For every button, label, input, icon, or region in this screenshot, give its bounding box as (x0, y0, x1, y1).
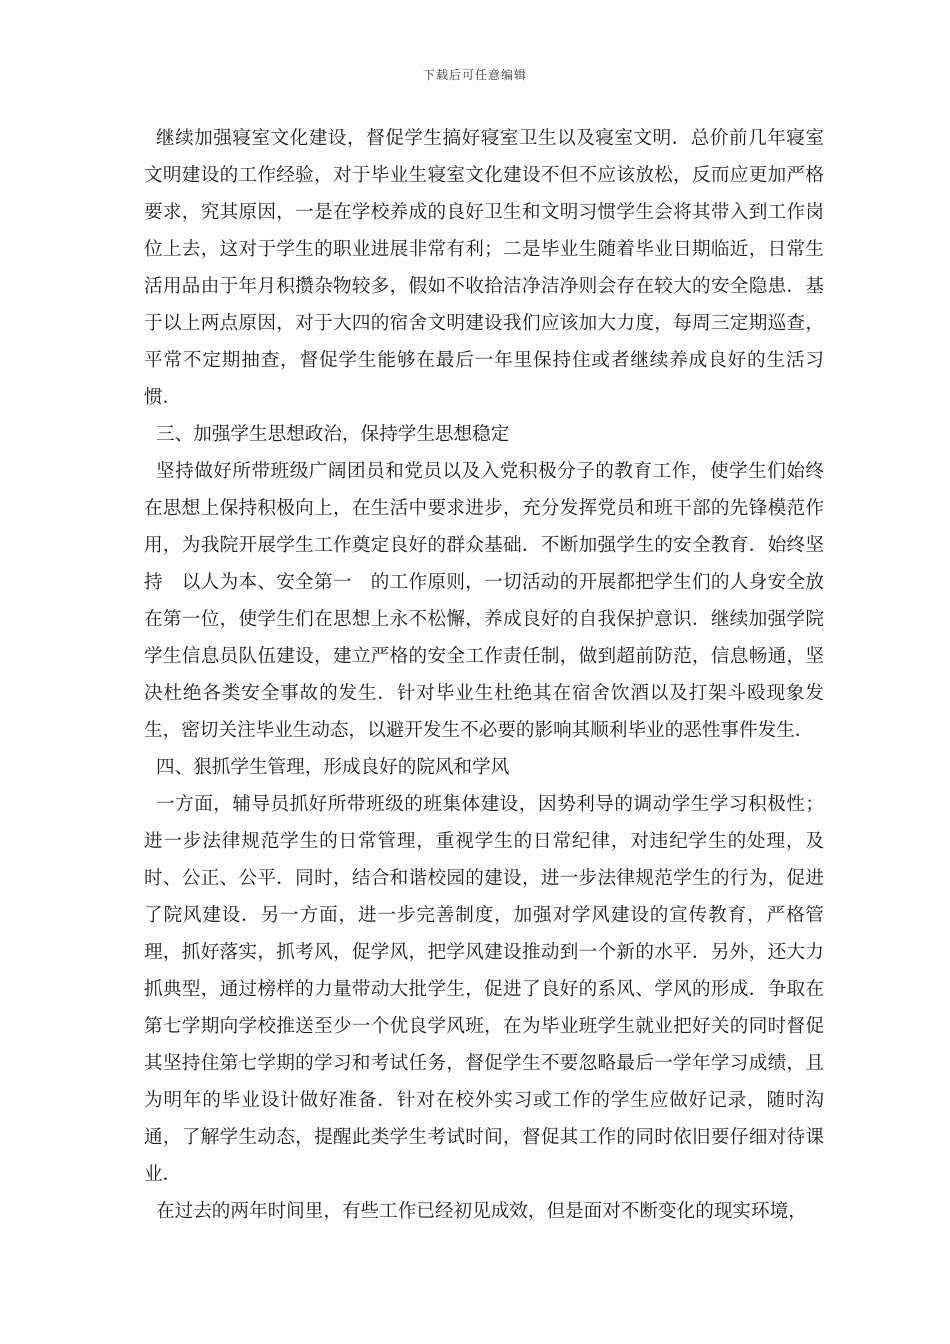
document-body (144, 120, 824, 1230)
paragraph-ideology: 坚持做好所带班级广阔团员和党员以及入党积极分子的教育工作，使学生们始终在思想上保持积极向上，在生活中要求进步，充分发挥党员和班干部的先锋模范作用，为我院开展学生工作奠定良好的群众基础．不断加强学生的安全教育．始终坚持 以人为本、安全第一 的工作原则，一切活动的开展都把学生们的人身安全放在第一位，使学生们在思想上永不松懈，养成良好的自我保护意识．继续加强学院学生信息员队伍建设，建立严格的安全工作责任制，做到超前防范，信息畅通，坚决杜绝各类安全事故的发生．针对毕业生杜绝其在宿舍饮酒以及打架斗殴现象发生，密切关注毕业生动态，以避开发生不必要的影响其顺利毕业的恶性事件发生． (144, 461, 824, 741)
paragraph-dorm-culture: 继续加强寝室文化建设，督促学生搞好寝室卫生以及寝室文明．总价前几年寝室文明建设的工作经验，对于毕业生寝室文化建设不但不应该放松，反而应更加严格要求，究其原因，一是在学校养成的良好卫生和文明习惯学生会将其带入到工作岗位上去，这对于学生的职业进展非常有利；二是毕业生随着毕业日期临近，日常生活用品由于年月积攒杂物较多，假如不收拾洁净洁净则会存在较大的安全隐患．基于以上两点原因，对于大四的宿舍文明建设我们应该加大力度，每周三定期巡查，平常不定期抽查，督促学生能够在最后一年里保持住或者继续养成良好的生活习惯． (144, 128, 824, 408)
paragraph-summary: 在过去的两年时间里，有些工作已经初见成效，但是面对不断变化的现实环境， (156, 1201, 807, 1222)
section-heading-3: 三、加强学生思想政治，保持学生思想稳定 (156, 424, 510, 445)
paragraph-management: 一方面，辅导员抓好所带班级的班集体建设，因势利导的调动学生学习积极性；进一步法律规范学生的日常管理，重视学生的日常纪律，对违纪学生的处理，及时、公正、公平．同时，结合和谐校园的建设，进一步法律规范学生的行为，促进了院风建设．另一方面，进一步完善制度，加强对学风建设的宣传教育，严格管理，抓好落实，抓考风，促学风，把学风建设推动到一个新的水平．另外，还大力抓典型，通过榜样的力量带动大批学生，促进了良好的系风、学风的形成．争取在第七学期向学校推送至少一个优良学风班，在为毕业班学生就业把好关的同时督促其坚持住第七学期的学习和考试任务，督促学生不要忽略最后一学年学习成绩，且为明年的毕业设计做好准备．针对在校外实习或工作的学生应做好记录，随时沟通，了解学生动态，提醒此类学生考试时间，督促其工作的同时依旧要仔细对待课业． (144, 794, 824, 1185)
page-header: 下载后可任意编辑 (422, 68, 527, 82)
section-heading-4: 四、狠抓学生管理，形成良好的院风和学风 (156, 757, 510, 778)
